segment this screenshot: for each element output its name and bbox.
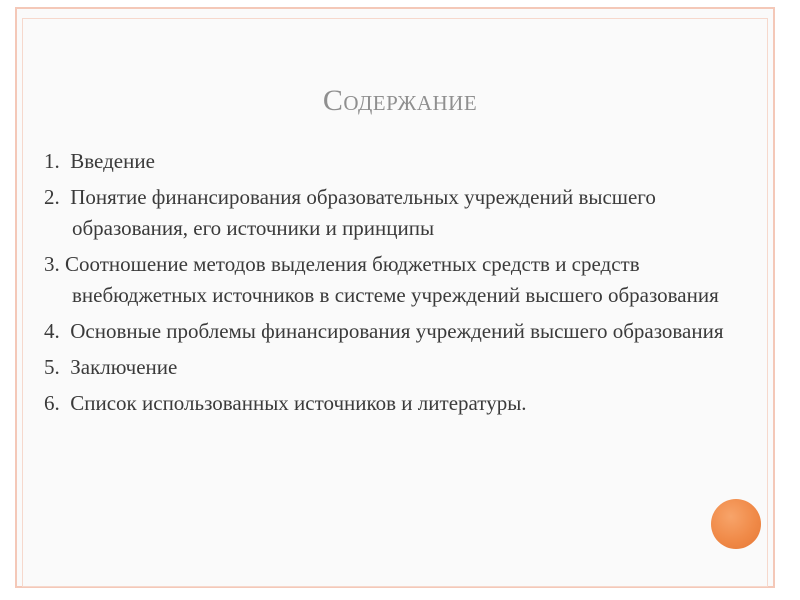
contents-item bbox=[44, 352, 734, 383]
decorative-orange-circle bbox=[711, 499, 761, 549]
contents-item-number: 4. bbox=[44, 319, 71, 343]
contents-item-number: 2. bbox=[44, 185, 71, 209]
contents-item-text: Введение bbox=[70, 149, 155, 173]
contents-item bbox=[44, 182, 734, 244]
contents-item-text: Соотношение методов выделения бюджетных средств и средств внебюджетных источников в системе учреждений высшего образования bbox=[65, 252, 719, 307]
contents-item bbox=[44, 249, 734, 311]
contents-item-text: Основные проблемы финансирования учреждений высшего образования bbox=[70, 319, 724, 343]
contents-item-number: 6. bbox=[44, 391, 71, 415]
slide-title: Содержание bbox=[322, 84, 478, 117]
contents-item-text: Понятие финансирования образовательных учреждений высшего образования, его источники и принципы bbox=[70, 185, 656, 240]
contents-item bbox=[44, 316, 734, 347]
contents-item-number: 3. bbox=[44, 252, 65, 276]
contents-list bbox=[44, 146, 734, 424]
contents-item-number: 5. bbox=[44, 355, 71, 379]
contents-item-number: 1. bbox=[44, 149, 71, 173]
contents-item bbox=[44, 146, 734, 177]
contents-item-text: Заключение bbox=[70, 355, 178, 379]
contents-item bbox=[44, 388, 734, 419]
contents-item-text: Список использованных источников и литературы. bbox=[70, 391, 527, 415]
